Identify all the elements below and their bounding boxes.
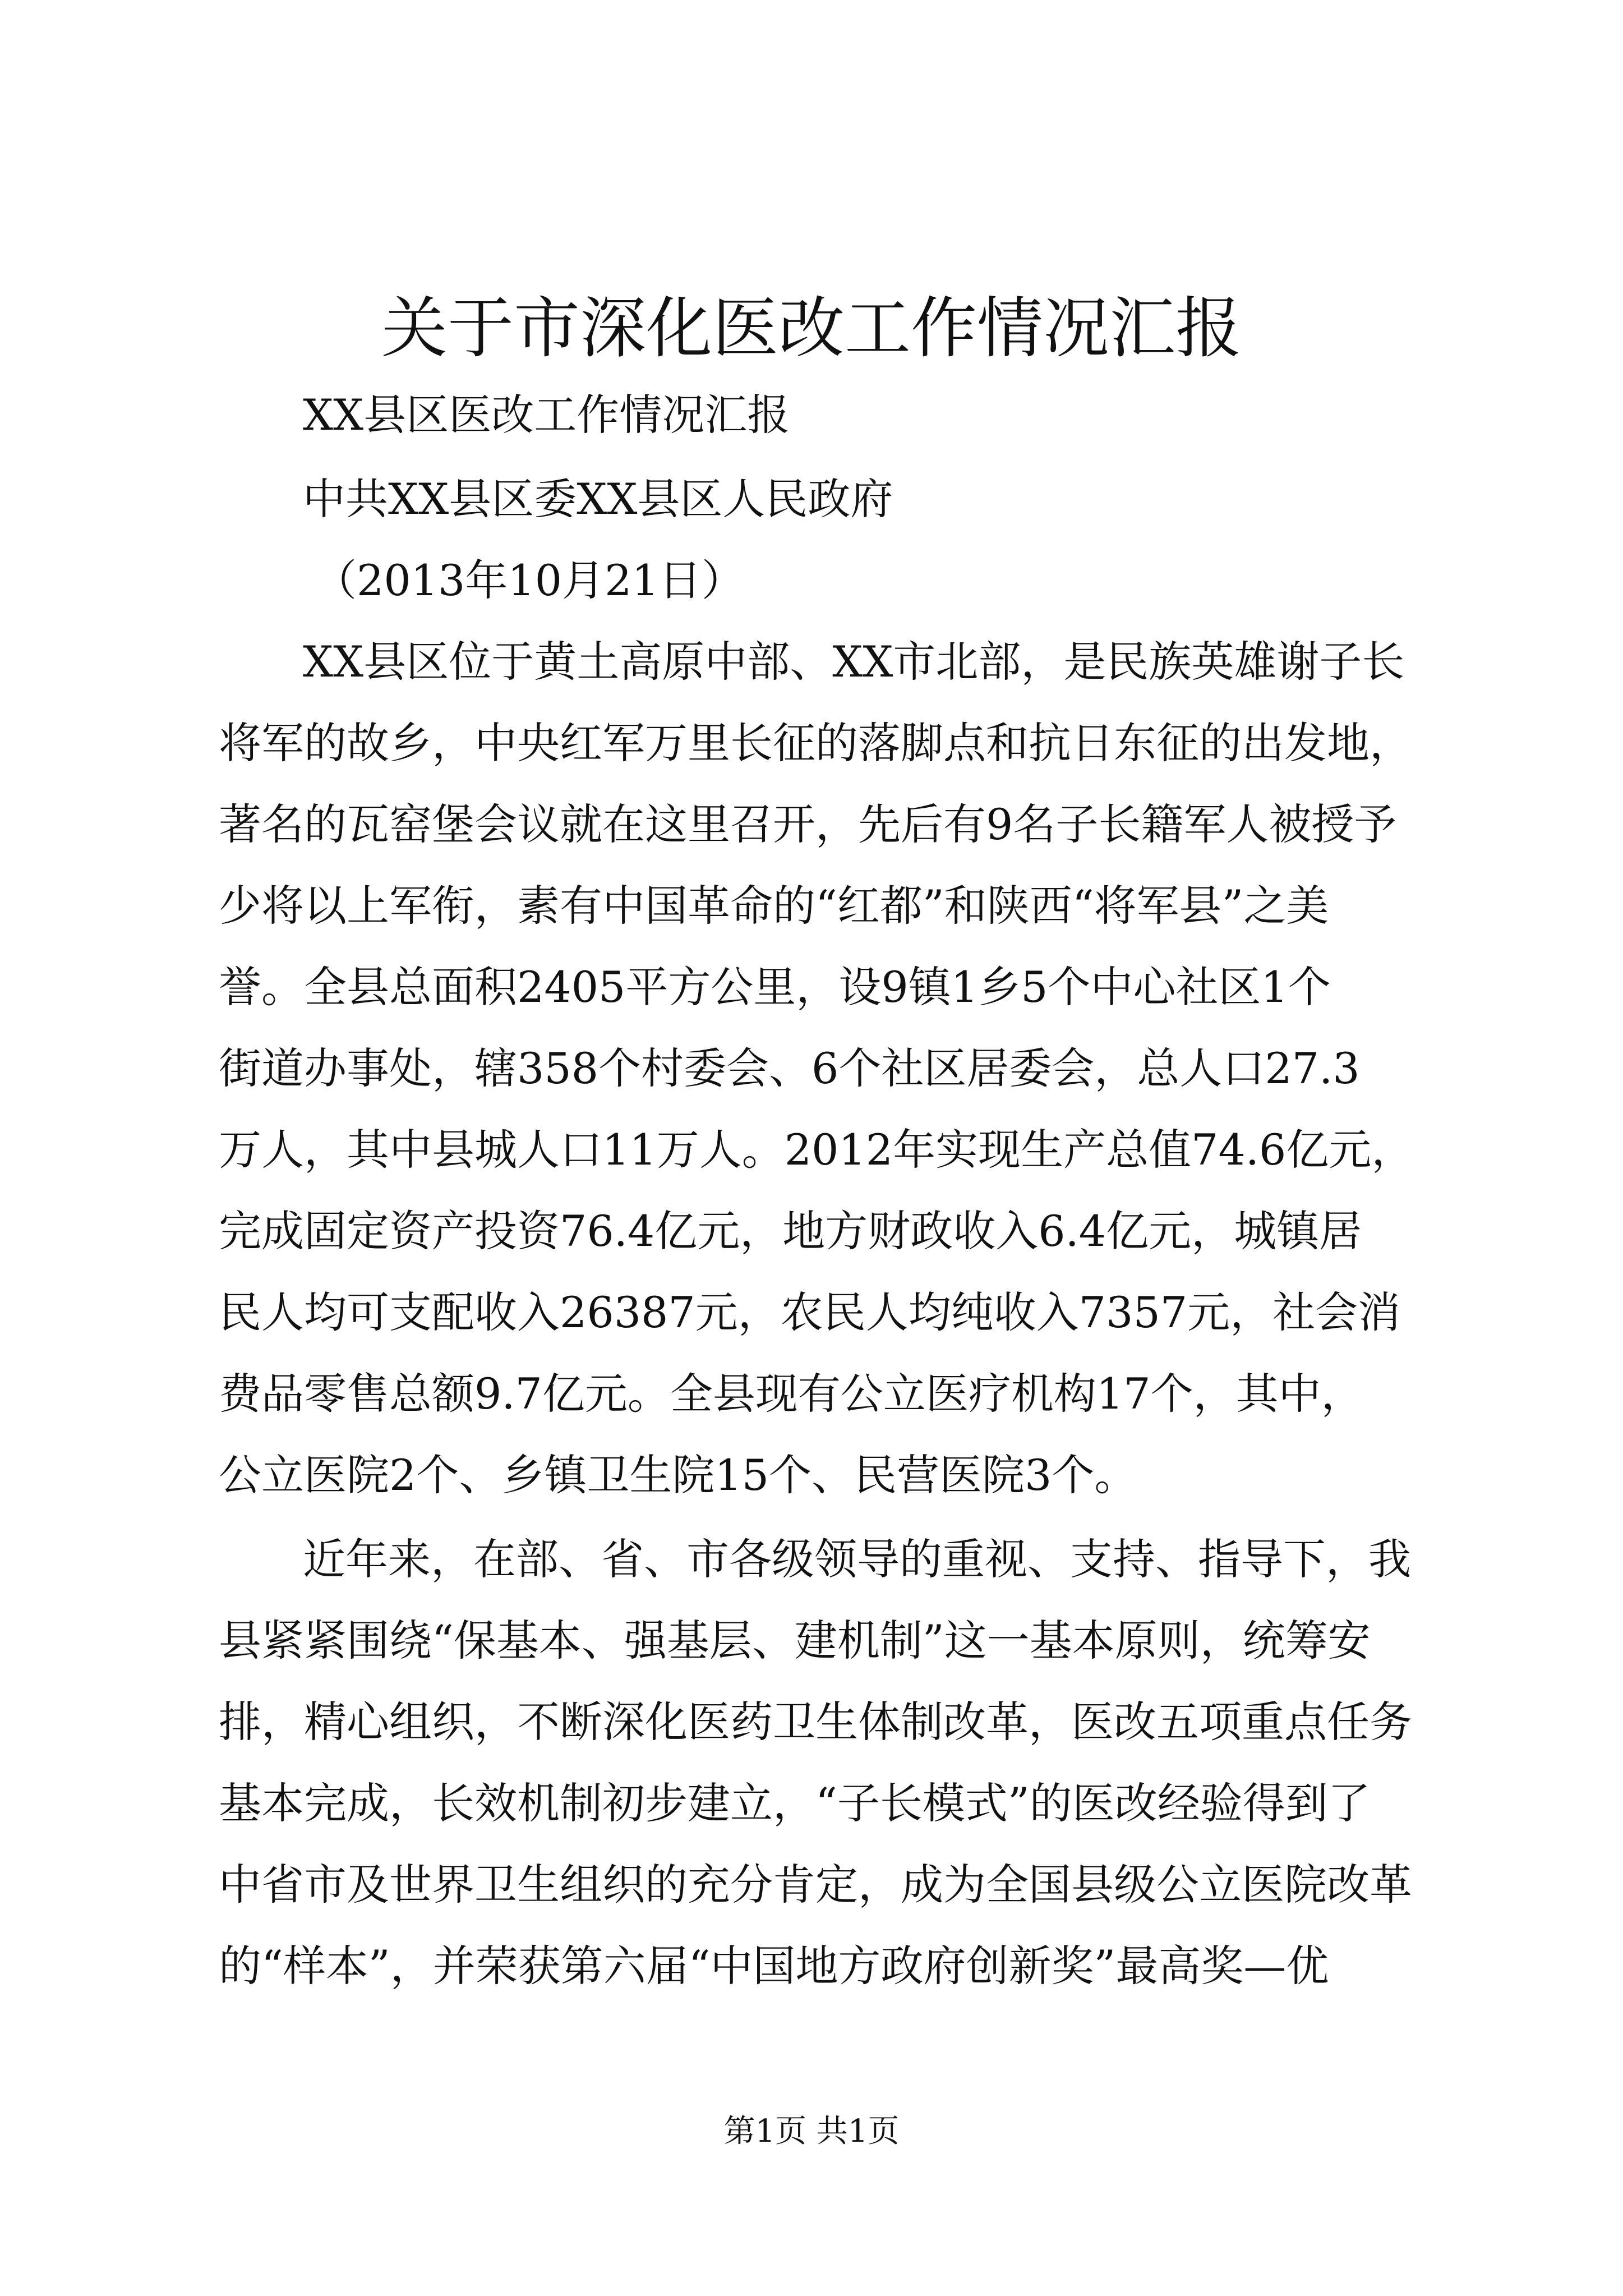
paragraph-line: 完成固定资产投资76.4亿元，地方财政收入6.4亿元，城镇居 <box>219 1206 1362 1256</box>
report-subtitle: XX县区医改工作情况汇报 <box>303 390 790 440</box>
paragraph-line: 中省市及世界卫生组织的充分肯定，成为全国县级公立医院改革 <box>219 1860 1412 1910</box>
paragraph-line: 万人，其中县城人口11万人。2012年实现生产总值74.6亿元， <box>219 1125 1414 1175</box>
report-issuer: 中共XX县区委XX县区人民政府 <box>303 474 893 524</box>
report-date: （2013年10月21日） <box>314 555 744 605</box>
paragraph-line: 基本完成，长效机制初步建立，“子长模式”的医改经验得到了 <box>219 1778 1371 1828</box>
paragraph-line: 街道办事处，辖358个村委会、6个社区居委会，总人口27.3 <box>219 1043 1360 1093</box>
paragraph-line: 公立医院2个、乡镇卫生院15个、民营医院3个。 <box>219 1450 1137 1500</box>
paragraph-line: 少将以上军衔，素有中国革命的“红都”和陕西“将军县”之美 <box>219 881 1329 931</box>
document-title: 关于市深化医改工作情况汇报 <box>381 289 1242 367</box>
paragraph-line: 近年来，在部、省、市各级领导的重视、支持、指导下，我 <box>303 1534 1411 1584</box>
paragraph-line: 县紧紧围绕“保基本、强基层、建机制”这一基本原则，统筹安 <box>219 1616 1371 1665</box>
paragraph-line: 将军的故乡，中央红军万里长征的落脚点和抗日东征的出发地， <box>219 718 1412 768</box>
paragraph-line: 费品零售总额9.7亿元。全县现有公立医疗机构17个，其中， <box>219 1369 1364 1419</box>
paragraph-line: 的“样本”，并荣获第六届“中国地方政府创新奖”最高奖—优 <box>219 1941 1329 1991</box>
paragraph-line: 著名的瓦窑堡会议就在这里召开，先后有9名子长籍军人被授予 <box>219 799 1397 849</box>
page-footer: 第1页 共1页 <box>723 2113 900 2150</box>
paragraph-line: 民人均可支配收入26387元，农民人均纯收入7357元，社会消 <box>219 1287 1401 1337</box>
paragraph-line: XX县区位于黄土高原中部、XX市北部，是民族英雄谢子长 <box>303 637 1405 687</box>
paragraph-line: 誉。全县总面积2405平方公里，设9镇1乡5个中心社区1个 <box>219 962 1331 1012</box>
paragraph-line: 排，精心组织，不断深化医药卫生体制改革，医改五项重点任务 <box>219 1697 1412 1747</box>
